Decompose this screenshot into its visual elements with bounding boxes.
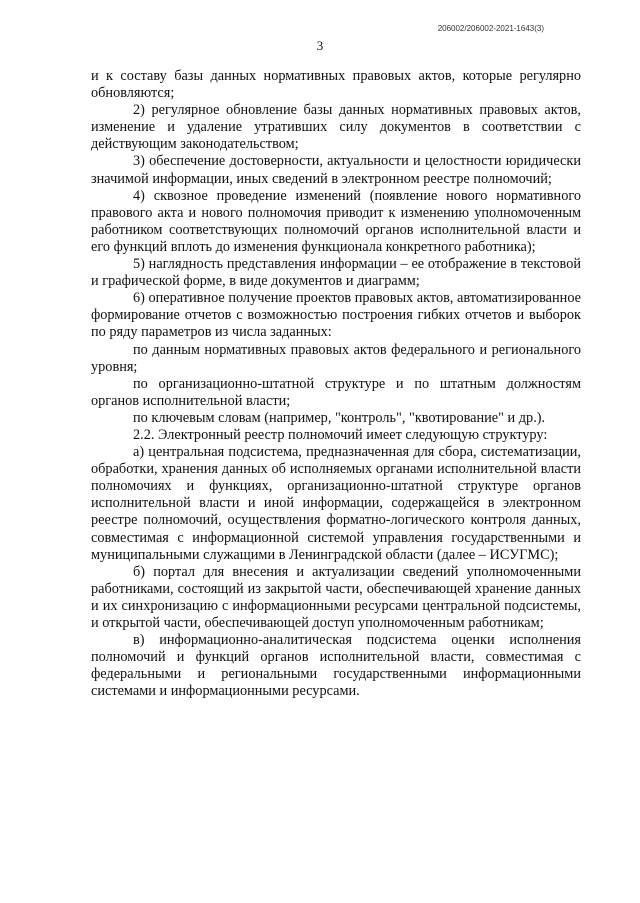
- paragraph-continuation: и к составу базы данных нормативных правовых актов, которые регулярно обновляются;: [91, 68, 581, 102]
- paragraph-section-2-2: 2.2. Электронный реестр полномочий имеет следующую структуру:: [133, 426, 548, 443]
- paragraph-item-2: 2) регулярное обновление базы данных нормативных правовых актов, изменение и удаление утративших силу документов в соответствии с действующим законодательством;: [91, 102, 581, 153]
- paragraph-sub-staff: по организационно-штатной структуре и по штатным должностям органов исполнительной власти;: [91, 375, 581, 409]
- paragraph-item-5: 5) наглядность представления информации – ее отображение в текстовой и графической форме, в виде документов и диаграмм;: [91, 256, 581, 290]
- paragraph-item-v: в) информационно-аналитическая подсистема оценки исполнения полномочий и функций органов исполнительной власти, совместимая с федеральными и региональными государственными информационными системами и информационными ресурсами.: [91, 632, 581, 700]
- paragraph-item-a: а) центральная подсистема, предназначенная для сбора, систематизации, обработки, хранения данных об исполняемых органами исполнительной власти полномочиях и функциях, организационно-штатной структуре органов исполнительной власти и иной информации, содержащейся в электронном реестре полномочий, осуществления форматно-логического контроля данных, совместимая с информационной системой управления государственными и муниципальными служащими в Ленинградской области (далее – ИСУГМС);: [91, 444, 581, 563]
- paragraph-sub-federal: по данным нормативных правовых актов федерального и регионального уровня;: [91, 341, 581, 375]
- document-id: 206002/206002-2021-1643(3): [437, 24, 544, 33]
- paragraph-item-b: б) портал для внесения и актуализации сведений уполномоченными работниками, состоящий из закрытой части, обеспечивающей хранение данных и их синхронизацию с информационными ресурсами центральной подсистемы, и открытой части, обеспечивающей доступ уполномоченным работникам;: [91, 563, 581, 631]
- page-number: 3: [316, 38, 324, 53]
- paragraph-item-3: 3) обеспечение достоверности, актуальности и целостности юридически значимой информации, иных сведений в электронном реестре полномочий;: [91, 153, 581, 187]
- document-body: [91, 68, 581, 700]
- paragraph-sub-keywords: по ключевым словам (например, "контроль", "квотирование" и др.).: [133, 409, 546, 426]
- paragraph-item-4: 4) сквозное проведение изменений (появление нового нормативного правового акта и нового полномочия приводит к изменению уполномоченным работником соответствующих полномочий органов исполнительной власти и его функций вплоть до изменения функционала конкретного работника);: [91, 187, 581, 255]
- paragraph-item-6: 6) оперативное получение проектов правовых актов, автоматизированное формирование отчетов с возможностью построения гибких отчетов и выборок по ряду параметров из числа заданных:: [91, 290, 581, 341]
